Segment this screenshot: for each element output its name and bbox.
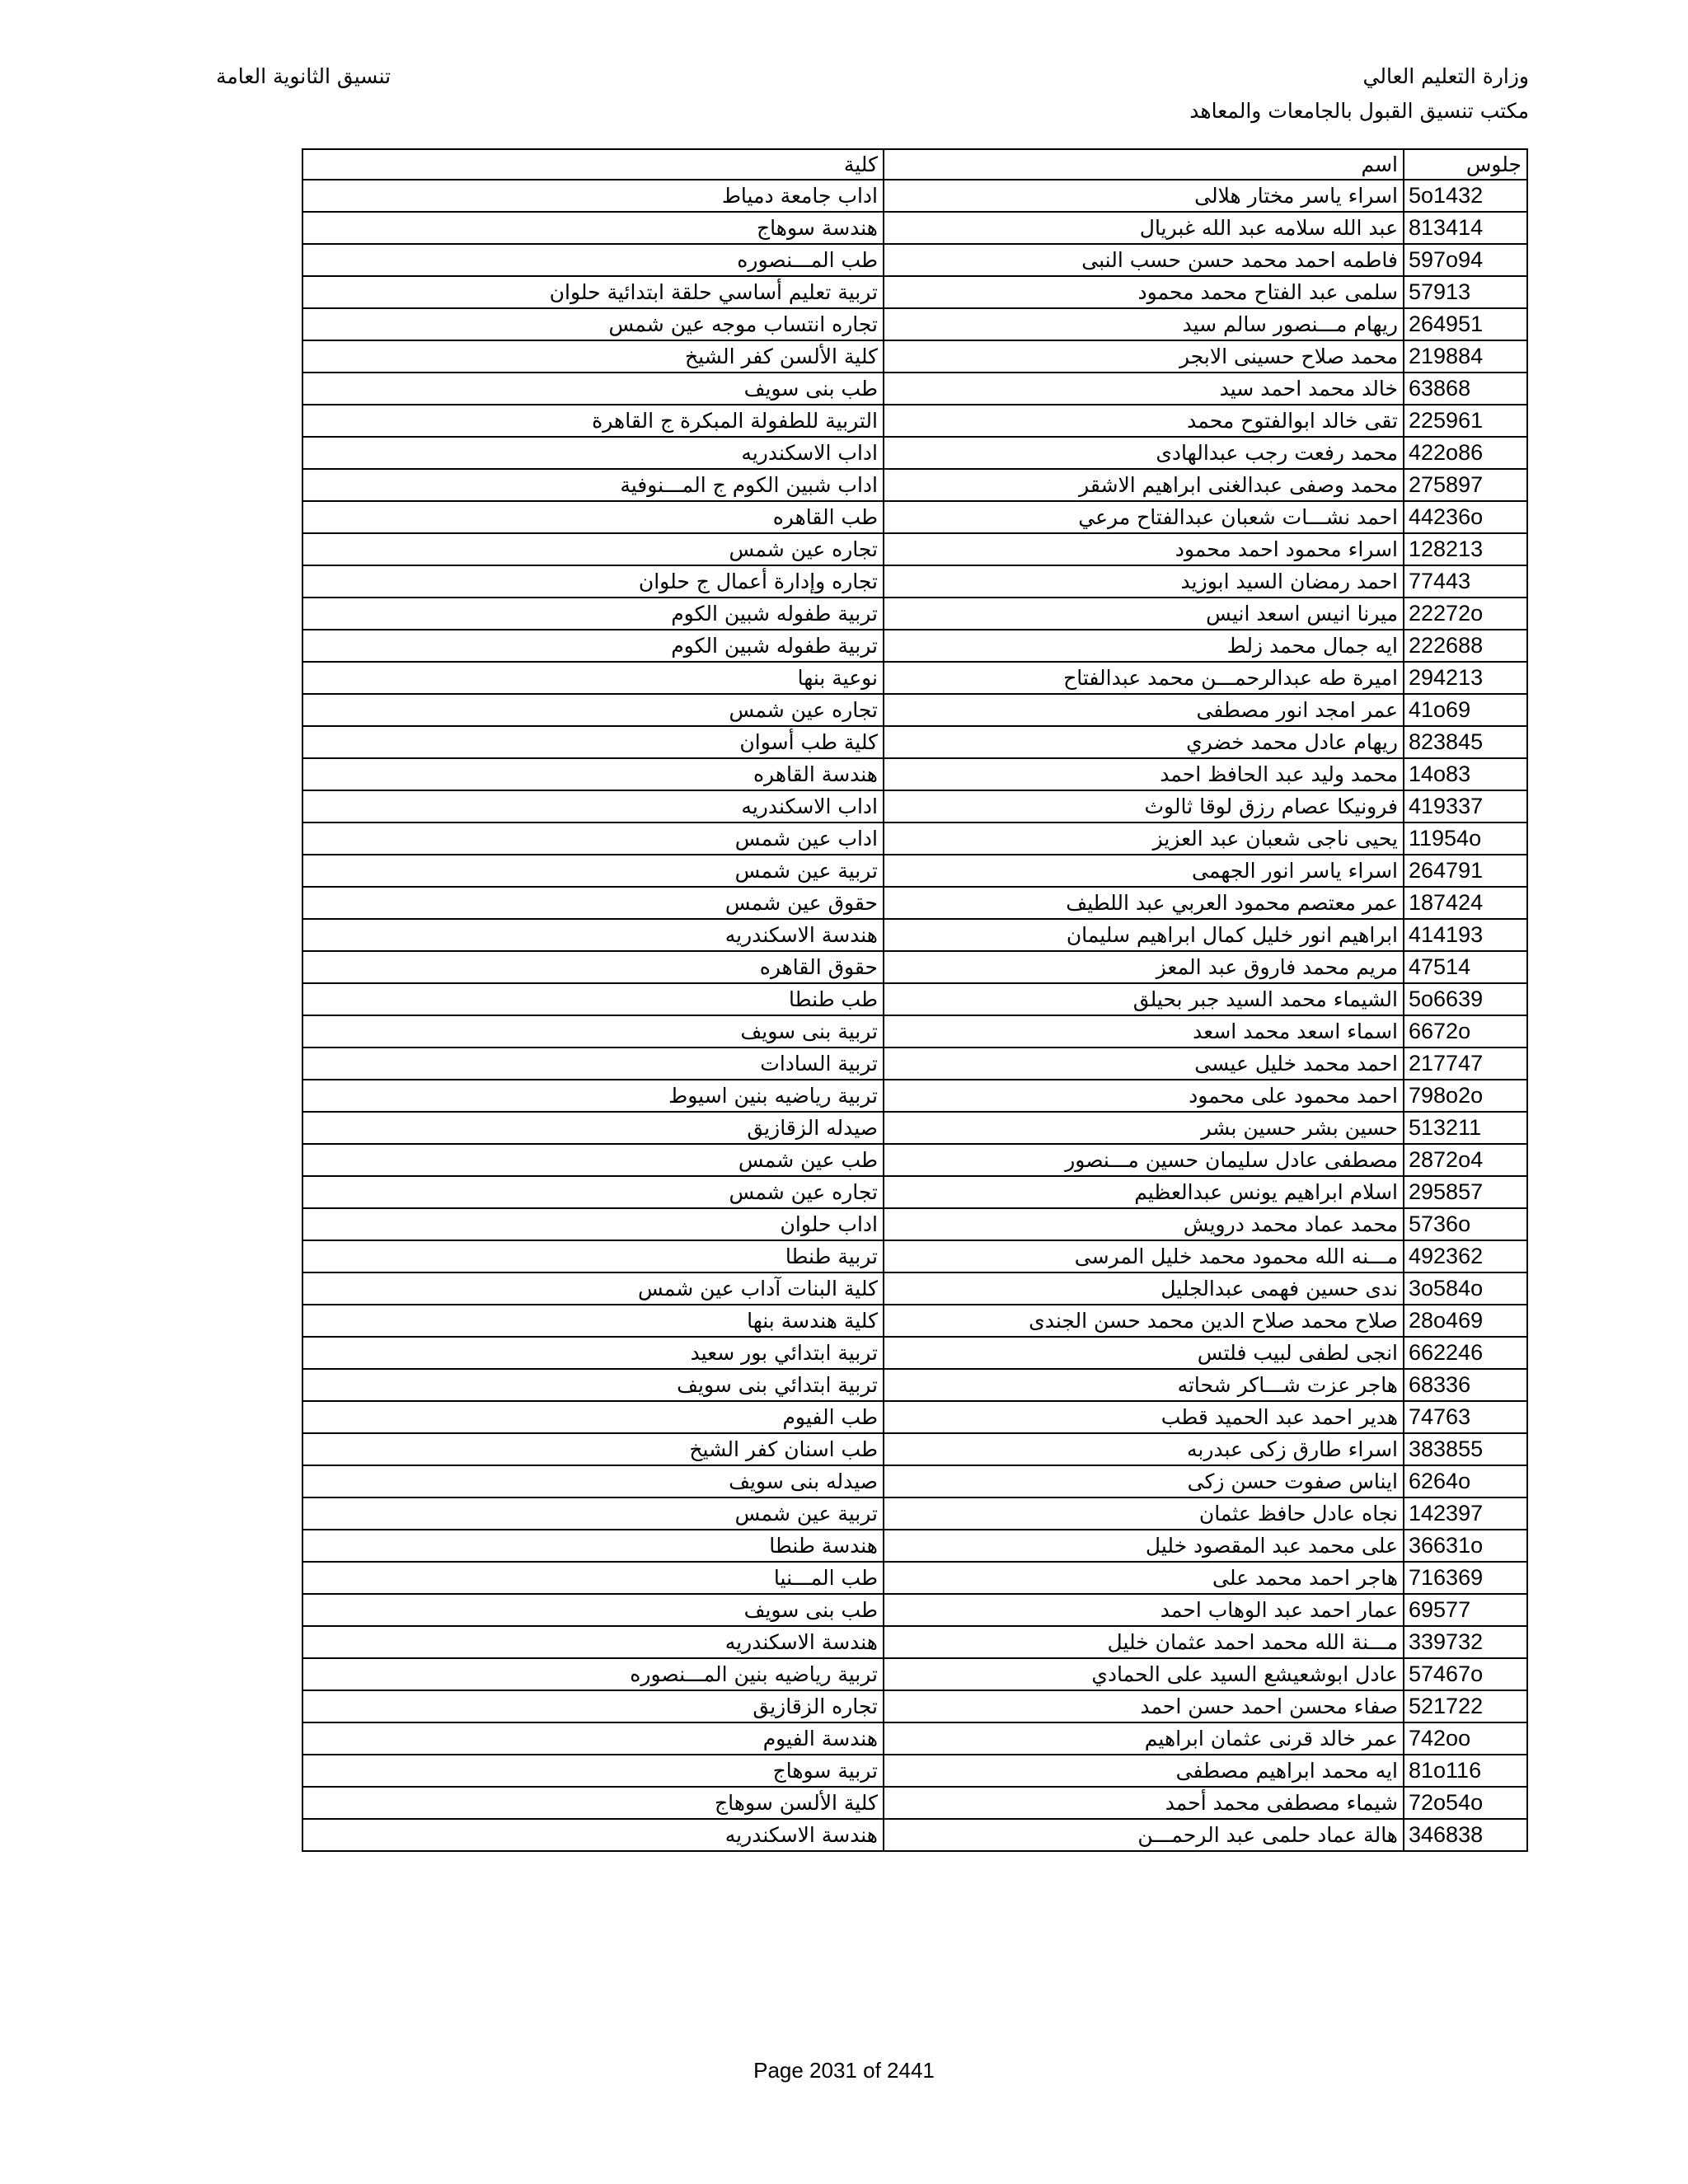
table-body — [302, 149, 1527, 1851]
cell-college: تربية سوهاج — [302, 1755, 884, 1787]
cell-college: هندسة الاسكندريه — [302, 1819, 884, 1851]
cell-seat-number: 422o86 — [1404, 437, 1527, 469]
table-row — [302, 180, 1527, 212]
cell-name: اسماء اسعد محمد اسعد — [884, 1015, 1404, 1047]
cell-name: ايه جمال محمد زلط — [884, 630, 1404, 662]
cell-seat-number: 11954o — [1404, 823, 1527, 855]
page-number: Page 2031 of 2441 — [753, 2058, 935, 2083]
cell-college: تربية طفوله شبين الكوم — [302, 598, 884, 630]
cell-name: احمد نشـــات شعبان عبدالفتاح مرعي — [884, 501, 1404, 533]
table-row — [302, 726, 1527, 758]
cell-seat-number: 798o2o — [1404, 1080, 1527, 1112]
cell-name: اسراء ياسر انور الجهمى — [884, 855, 1404, 887]
cell-college: كلية الألسن سوهاج — [302, 1787, 884, 1819]
cell-college: هندسة طنطا — [302, 1530, 884, 1562]
table-row — [302, 694, 1527, 726]
table-row — [302, 1594, 1527, 1626]
cell-seat-number: 69577 — [1404, 1594, 1527, 1626]
cell-name: هدير احمد عبد الحميد قطب — [884, 1401, 1404, 1433]
cell-college: طب المـــنصوره — [302, 244, 884, 276]
cell-seat-number: 187424 — [1404, 887, 1527, 919]
cell-seat-number: 275897 — [1404, 469, 1527, 501]
cell-seat-number: 22272o — [1404, 598, 1527, 630]
cell-college: هندسة القاهره — [302, 758, 884, 790]
cell-seat-number: 41o69 — [1404, 694, 1527, 726]
table-row — [302, 308, 1527, 340]
cell-college: تربية بنى سويف — [302, 1015, 884, 1047]
cell-college: اداب جامعة دمياط — [302, 180, 884, 212]
cell-seat-number: 419337 — [1404, 790, 1527, 823]
cell-college: صيدله الزقازيق — [302, 1112, 884, 1144]
cell-name: فرونيكا عصام رزق لوقا ثالوث — [884, 790, 1404, 823]
cell-seat-number: 5o6639 — [1404, 983, 1527, 1015]
cell-name: اسراء محمود احمد محمود — [884, 533, 1404, 565]
cell-seat-number: 662246 — [1404, 1337, 1527, 1369]
cell-college: تربية رياضيه بنين اسيوط — [302, 1080, 884, 1112]
cell-college: تربية السادات — [302, 1047, 884, 1080]
table-row — [302, 1787, 1527, 1819]
cell-seat-number: 742oo — [1404, 1722, 1527, 1755]
table-row — [302, 1722, 1527, 1755]
cell-seat-number: 219884 — [1404, 340, 1527, 373]
cell-college: اداب الاسكندريه — [302, 790, 884, 823]
table-row — [302, 1240, 1527, 1272]
cell-name: اميرة طه عبدالرحمـــن محمد عبدالفتاح — [884, 662, 1404, 694]
cell-seat-number: 521722 — [1404, 1690, 1527, 1722]
cell-name: عمر امجد انور مصطفى — [884, 694, 1404, 726]
table-row — [302, 340, 1527, 373]
cell-seat-number: 14o83 — [1404, 758, 1527, 790]
cell-name: على محمد عبد المقصود خليل — [884, 1530, 1404, 1562]
cell-seat-number: 74763 — [1404, 1401, 1527, 1433]
cell-name: هالة عماد حلمى عبد الرحمـــن — [884, 1819, 1404, 1851]
table-row — [302, 1112, 1527, 1144]
cell-name: محمد وصفى عبدالغنى ابراهيم الاشقر — [884, 469, 1404, 501]
cell-name: احمد محمد خليل عيسى — [884, 1047, 1404, 1080]
cell-name: عمر خالد قرنى عثمان ابراهيم — [884, 1722, 1404, 1755]
cell-name: مـــنه الله محمود محمد خليل المرسى — [884, 1240, 1404, 1272]
cell-name: عمار احمد عبد الوهاب احمد — [884, 1594, 1404, 1626]
table-row — [302, 758, 1527, 790]
table-row — [302, 1530, 1527, 1562]
cell-college: هندسة سوهاج — [302, 212, 884, 244]
table-row — [302, 1369, 1527, 1401]
cell-name: اسراء ياسر مختار هلالى — [884, 180, 1404, 212]
table-row — [302, 469, 1527, 501]
cell-seat-number: 57913 — [1404, 276, 1527, 308]
cell-seat-number: 57467o — [1404, 1658, 1527, 1690]
cell-college: تربية ابتدائي بنى سويف — [302, 1369, 884, 1401]
cell-name: ريهام عادل محمد خضري — [884, 726, 1404, 758]
cell-name: خالد محمد احمد سيد — [884, 373, 1404, 405]
table-row — [302, 630, 1527, 662]
cell-name: مصطفى عادل سليمان حسين مـــنصور — [884, 1144, 1404, 1176]
cell-college: طب الفيوم — [302, 1401, 884, 1433]
table-row — [302, 1047, 1527, 1080]
table-row — [302, 276, 1527, 308]
cell-name: يحيى ناجى شعبان عبد العزيز — [884, 823, 1404, 855]
cell-name: ندى حسين فهمى عبدالجليل — [884, 1272, 1404, 1305]
table-row — [302, 919, 1527, 951]
table-row — [302, 1755, 1527, 1787]
cell-name: مريم محمد فاروق عبد المعز — [884, 951, 1404, 983]
table-row — [302, 244, 1527, 276]
cell-seat-number: 44236o — [1404, 501, 1527, 533]
cell-seat-number: 6672o — [1404, 1015, 1527, 1047]
table-row — [302, 1658, 1527, 1690]
cell-college: اداب شبين الكوم ج المـــنوفية — [302, 469, 884, 501]
column-header-id: جلوس — [1404, 149, 1527, 180]
table-row — [302, 823, 1527, 855]
cell-college: طب المـــنيا — [302, 1562, 884, 1594]
cell-name: محمد وليد عبد الحافظ احمد — [884, 758, 1404, 790]
cell-name: ريهام مـــنصور سالم سيد — [884, 308, 1404, 340]
table-row — [302, 1208, 1527, 1240]
cell-seat-number: 81o116 — [1404, 1755, 1527, 1787]
cell-name: عادل ابوشعيشع السيد على الحمادي — [884, 1658, 1404, 1690]
column-header-name: اسم — [884, 149, 1404, 180]
cell-seat-number: 813414 — [1404, 212, 1527, 244]
cell-name: هاجر احمد محمد على — [884, 1562, 1404, 1594]
cell-name: ميرنا انيس اسعد انيس — [884, 598, 1404, 630]
cell-college: تربية ابتدائي بور سعيد — [302, 1337, 884, 1369]
table-row — [302, 405, 1527, 437]
table-row — [302, 1626, 1527, 1658]
cell-seat-number: 294213 — [1404, 662, 1527, 694]
cell-name: شيماء مصطفى محمد أحمد — [884, 1787, 1404, 1819]
cell-seat-number: 513211 — [1404, 1112, 1527, 1144]
cell-college: طب بنى سويف — [302, 1594, 884, 1626]
cell-name: فاطمه احمد محمد حسن حسب النبى — [884, 244, 1404, 276]
cell-college: كلية البنات آداب عين شمس — [302, 1272, 884, 1305]
cell-seat-number: 142397 — [1404, 1497, 1527, 1530]
table-header-row — [302, 149, 1527, 180]
cell-seat-number: 5o1432 — [1404, 180, 1527, 212]
cell-college: حقوق عين شمس — [302, 887, 884, 919]
cell-college: كلية طب أسوان — [302, 726, 884, 758]
admissions-table — [302, 148, 1528, 1852]
cell-college: تجاره الزقازيق — [302, 1690, 884, 1722]
cell-college: طب القاهره — [302, 501, 884, 533]
table-row — [302, 373, 1527, 405]
section-title: تنسيق الثانوية العامة — [216, 64, 392, 88]
cell-college: تربية طنطا — [302, 1240, 884, 1272]
cell-name: انجى لطفى لبيب فلتس — [884, 1337, 1404, 1369]
cell-college: اداب حلوان — [302, 1208, 884, 1240]
cell-seat-number: 414193 — [1404, 919, 1527, 951]
cell-college: اداب عين شمس — [302, 823, 884, 855]
cell-college: هندسة الاسكندريه — [302, 1626, 884, 1658]
table-row — [302, 1401, 1527, 1433]
cell-college: هندسة الفيوم — [302, 1722, 884, 1755]
cell-college: هندسة الاسكندريه — [302, 919, 884, 951]
cell-name: مـــنة الله محمد احمد عثمان خليل — [884, 1626, 1404, 1658]
header-right-block — [1189, 59, 1529, 129]
cell-seat-number: 128213 — [1404, 533, 1527, 565]
cell-name: عبد الله سلامه عبد الله غبريال — [884, 212, 1404, 244]
cell-college: تربية عين شمس — [302, 855, 884, 887]
ministry-title: وزارة التعليم العالي — [1362, 64, 1529, 88]
cell-college: صيدله بنى سويف — [302, 1465, 884, 1497]
cell-seat-number: 823845 — [1404, 726, 1527, 758]
cell-college: طب عين شمس — [302, 1144, 884, 1176]
table-row — [302, 790, 1527, 823]
column-header-college: كلية — [302, 149, 884, 180]
cell-name: اسلام ابراهيم يونس عبدالعظيم — [884, 1176, 1404, 1208]
cell-college: حقوق القاهره — [302, 951, 884, 983]
cell-college: تجاره عين شمس — [302, 533, 884, 565]
cell-seat-number: 3o584o — [1404, 1272, 1527, 1305]
cell-college: تربية تعليم أساسي حلقة ابتدائية حلوان — [302, 276, 884, 308]
cell-seat-number: 264791 — [1404, 855, 1527, 887]
cell-name: محمد رفعت رجب عبدالهادى — [884, 437, 1404, 469]
cell-college: تجاره انتساب موجه عين شمس — [302, 308, 884, 340]
cell-seat-number: 47514 — [1404, 951, 1527, 983]
cell-seat-number: 339732 — [1404, 1626, 1527, 1658]
table-row — [302, 951, 1527, 983]
cell-college: اداب الاسكندريه — [302, 437, 884, 469]
cell-seat-number: 68336 — [1404, 1369, 1527, 1401]
cell-name: سلمى عبد الفتاح محمد محمود — [884, 276, 1404, 308]
cell-seat-number: 2872o4 — [1404, 1144, 1527, 1176]
cell-seat-number: 217747 — [1404, 1047, 1527, 1080]
cell-college: طب طنطا — [302, 983, 884, 1015]
table-row — [302, 565, 1527, 598]
cell-name: صلاح محمد صلاح الدين محمد حسن الجندى — [884, 1305, 1404, 1337]
table-row — [302, 212, 1527, 244]
table-row — [302, 437, 1527, 469]
table-row — [302, 1819, 1527, 1851]
table-row — [302, 1562, 1527, 1594]
table-row — [302, 887, 1527, 919]
cell-seat-number: 492362 — [1404, 1240, 1527, 1272]
cell-seat-number: 77443 — [1404, 565, 1527, 598]
cell-name: صفاء محسن احمد حسن احمد — [884, 1690, 1404, 1722]
cell-college: تربية رياضيه بنين المـــنصوره — [302, 1658, 884, 1690]
cell-seat-number: 6264o — [1404, 1465, 1527, 1497]
table-row — [302, 1080, 1527, 1112]
cell-seat-number: 264951 — [1404, 308, 1527, 340]
table-row — [302, 1433, 1527, 1465]
table-row — [302, 662, 1527, 694]
cell-college: تجاره وإدارة أعمال ج حلوان — [302, 565, 884, 598]
cell-college: تربية طفوله شبين الكوم — [302, 630, 884, 662]
table-row — [302, 1144, 1527, 1176]
cell-seat-number: 295857 — [1404, 1176, 1527, 1208]
table-row — [302, 1465, 1527, 1497]
cell-seat-number: 36631o — [1404, 1530, 1527, 1562]
cell-name: ايه محمد ابراهيم مصطفى — [884, 1755, 1404, 1787]
cell-name: عمر معتصم محمود العربي عبد اللطيف — [884, 887, 1404, 919]
cell-name: حسين بشر حسين بشر — [884, 1112, 1404, 1144]
cell-name: احمد رمضان السيد ابوزيد — [884, 565, 1404, 598]
cell-name: نجاه عادل حافظ عثمان — [884, 1497, 1404, 1530]
cell-seat-number: 383855 — [1404, 1433, 1527, 1465]
cell-seat-number: 5736o — [1404, 1208, 1527, 1240]
cell-name: تقى خالد ابوالفتوح محمد — [884, 405, 1404, 437]
table-row — [302, 1337, 1527, 1369]
cell-seat-number: 597o94 — [1404, 244, 1527, 276]
cell-college: التربية للطفولة المبكرة ج القاهرة — [302, 405, 884, 437]
cell-seat-number: 28o469 — [1404, 1305, 1527, 1337]
cell-seat-number: 72o54o — [1404, 1787, 1527, 1819]
cell-college: نوعية بنها — [302, 662, 884, 694]
cell-seat-number: 225961 — [1404, 405, 1527, 437]
cell-college: طب بنى سويف — [302, 373, 884, 405]
table-row — [302, 501, 1527, 533]
cell-name: احمد محمود على محمود — [884, 1080, 1404, 1112]
cell-seat-number: 716369 — [1404, 1562, 1527, 1594]
office-title: مكتب تنسيق القبول بالجامعات والمعاهد — [1189, 99, 1529, 123]
table-row — [302, 1690, 1527, 1722]
cell-college: كلية هندسة بنها — [302, 1305, 884, 1337]
cell-name: الشيماء محمد السيد جبر بحيلق — [884, 983, 1404, 1015]
cell-college: كلية الألسن كفر الشيخ — [302, 340, 884, 373]
cell-seat-number: 222688 — [1404, 630, 1527, 662]
table-row — [302, 1497, 1527, 1530]
cell-name: ايناس صفوت حسن زكى — [884, 1465, 1404, 1497]
table-row — [302, 1272, 1527, 1305]
cell-seat-number: 63868 — [1404, 373, 1527, 405]
cell-name: ابراهيم انور خليل كمال ابراهيم سليمان — [884, 919, 1404, 951]
cell-college: تربية عين شمس — [302, 1497, 884, 1530]
cell-college: طب اسنان كفر الشيخ — [302, 1433, 884, 1465]
cell-name: محمد صلاح حسينى الابجر — [884, 340, 1404, 373]
cell-name: محمد عماد محمد درويش — [884, 1208, 1404, 1240]
table-row — [302, 533, 1527, 565]
table-row — [302, 1015, 1527, 1047]
table-row — [302, 1176, 1527, 1208]
cell-name: هاجر عزت شـــاكر شحاته — [884, 1369, 1404, 1401]
table-row — [302, 855, 1527, 887]
cell-college: تجاره عين شمس — [302, 694, 884, 726]
table-row — [302, 983, 1527, 1015]
table-row — [302, 1305, 1527, 1337]
table-row — [302, 598, 1527, 630]
cell-college: تجاره عين شمس — [302, 1176, 884, 1208]
cell-seat-number: 346838 — [1404, 1819, 1527, 1851]
cell-name: اسراء طارق زكى عبدربه — [884, 1433, 1404, 1465]
